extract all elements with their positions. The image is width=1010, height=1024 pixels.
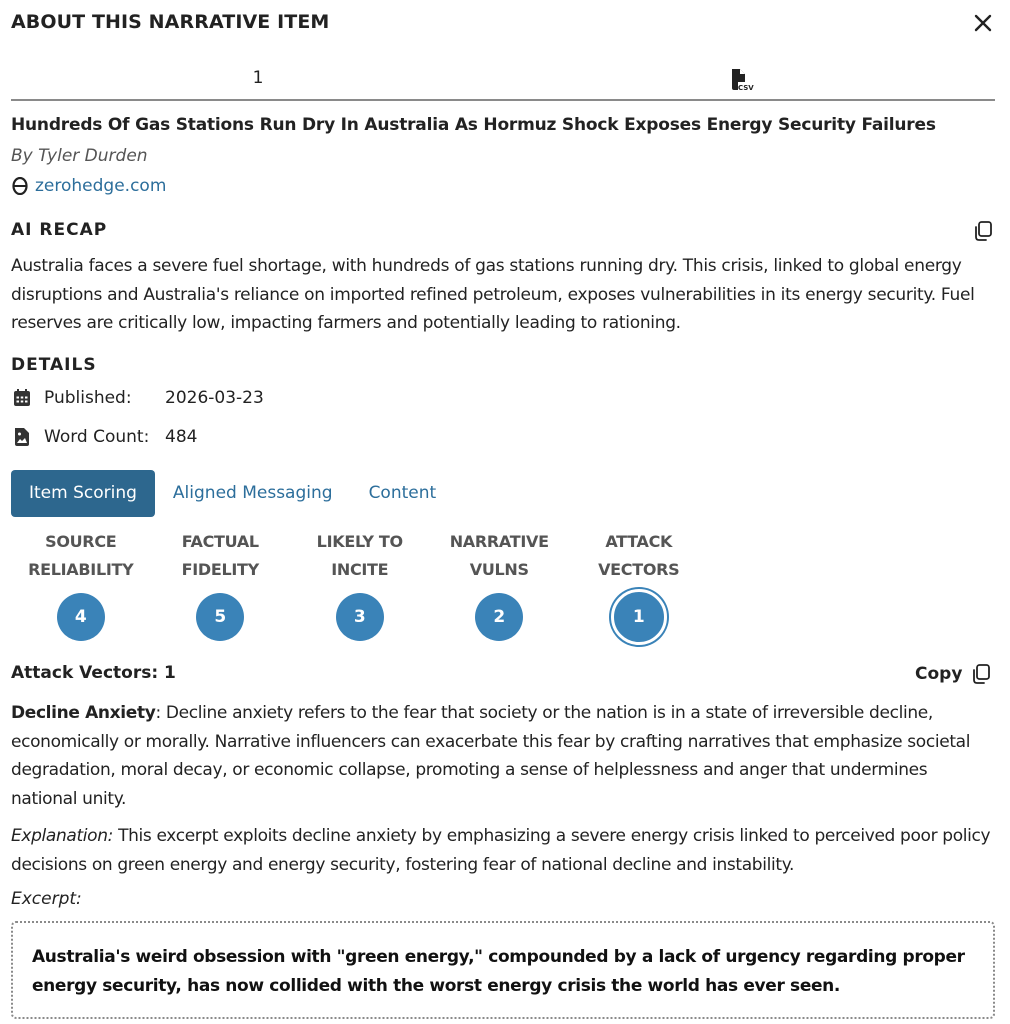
tab-item-scoring[interactable]: Item Scoring: [11, 470, 155, 517]
score-badge[interactable]: 3: [336, 593, 384, 641]
ai-recap-heading: AI RECAP: [11, 220, 108, 240]
score-badge[interactable]: 4: [57, 593, 105, 641]
published-row: [11, 388, 264, 408]
excerpt-quote: Australia's weird obsession with "green energy," compounded by a lack of urgency regarding proper energy security, has now collided with the worst energy crisis the world has ever seen.: [11, 921, 995, 1019]
word-count-label: Word Count:: [44, 427, 150, 447]
source-link[interactable]: zerohedge.com: [35, 176, 167, 196]
article-byline: By Tyler Durden: [11, 146, 148, 166]
calendar-icon: [11, 388, 33, 408]
svg-text:CSV: CSV: [738, 84, 754, 92]
score-narrative-vulns[interactable]: [430, 528, 570, 645]
score-label: ATTACK VECTORS: [598, 532, 680, 579]
tab-content[interactable]: Content: [368, 483, 437, 503]
copy-button[interactable]: [915, 663, 992, 685]
score-row: [11, 528, 709, 645]
tab-aligned-messaging[interactable]: Aligned Messaging: [172, 483, 333, 503]
excerpt-label: Excerpt:: [11, 889, 82, 909]
score-badge[interactable]: 2: [475, 593, 523, 641]
details-heading: DETAILS: [11, 355, 97, 375]
item-count: 1: [252, 68, 264, 88]
copy-icon: [972, 220, 994, 242]
globe-icon: [11, 177, 29, 195]
article-source: [11, 176, 166, 196]
tab-bar: [11, 470, 454, 517]
score-badge[interactable]: 5: [196, 593, 244, 641]
published-label: Published:: [44, 388, 132, 408]
attack-vectors-heading: Attack Vectors: 1: [11, 663, 176, 683]
ai-recap-text: Australia faces a severe fuel shortage, with hundreds of gas stations running dry. This crisis, linked to global energy disruptions and Australia's reliance on imported refined petroleum, exposes vulnerabilities in its energy security. Fuel reserves are critically low, impacting farmers and potentially leading to rationing.: [11, 256, 975, 333]
close-icon: [972, 12, 994, 34]
score-label: LIKELY TO INCITE: [316, 532, 403, 579]
word-count-row: [11, 427, 197, 447]
copy-icon: [970, 663, 992, 685]
toolbar: [11, 62, 995, 101]
attack-vector-name: Decline Anxiety: [11, 703, 156, 723]
score-label: NARRATIVE VULNS: [449, 532, 549, 579]
word-count-value: 484: [165, 427, 198, 447]
score-label: FACTUAL FIDELITY: [181, 532, 259, 579]
file-image-icon: [11, 427, 33, 447]
article-title: Hundreds Of Gas Stations Run Dry In Australia As Hormuz Shock Exposes Energy Security Failures: [11, 115, 936, 135]
export-csv-button[interactable]: [730, 68, 754, 92]
published-value: 2026-03-23: [165, 388, 264, 408]
score-likely-to-incite[interactable]: [290, 528, 430, 645]
score-factual-fidelity[interactable]: [151, 528, 291, 645]
score-source-reliability[interactable]: [11, 528, 151, 645]
copy-recap-button[interactable]: [972, 220, 994, 242]
modal-title: ABOUT THIS NARRATIVE ITEM: [11, 11, 330, 33]
score-badge-selected[interactable]: 1: [611, 589, 667, 645]
attack-vector-definition: Decline Anxiety: Decline anxiety refers to the fear that society or the nation is in a state of irreversible decline, economically or morally. Narrative influencers can exacerbate this fear by crafting narratives that emphasize societal degradation, moral decay, or economic collapse, promoting a sense of helplessness and anger that undermines national unity.: [11, 703, 971, 809]
score-label: SOURCE RELIABILITY: [28, 532, 134, 579]
close-button[interactable]: [972, 12, 994, 34]
score-attack-vectors[interactable]: [569, 528, 709, 645]
attack-vector-explanation: Explanation: This excerpt exploits decline anxiety by emphasizing a severe energy crisis linked to perceived poor policy decisions on green energy and energy security, fostering fear of national decline and instability.: [11, 826, 991, 875]
copy-label: Copy: [915, 664, 963, 684]
file-csv-icon: [730, 68, 754, 92]
explanation-label: Explanation:: [11, 826, 114, 846]
